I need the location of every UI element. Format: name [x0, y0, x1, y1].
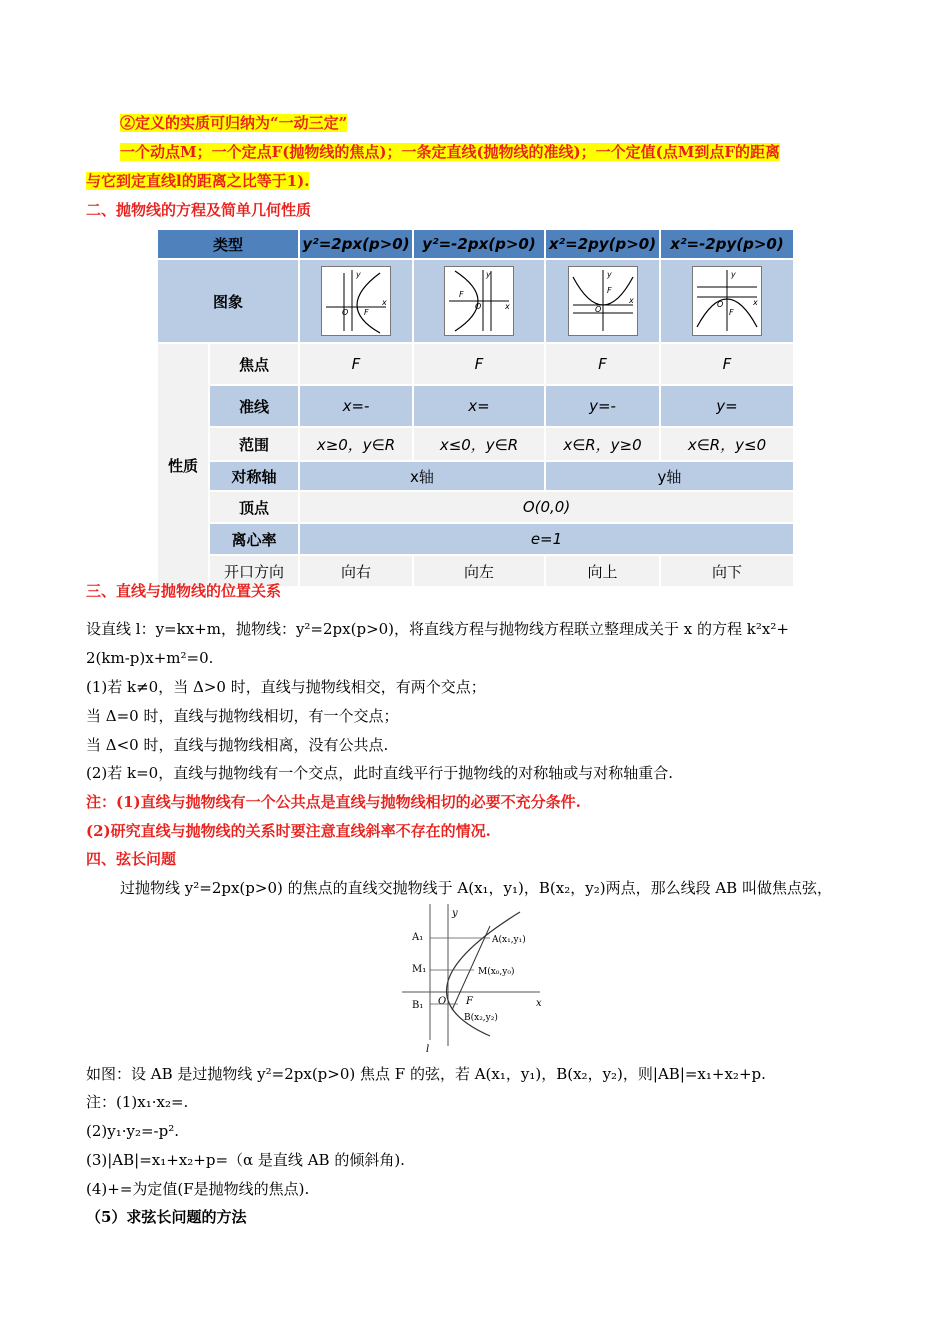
- case-1: (1)若 k≠0，当 Δ>0 时，直线与抛物线相交，有两个交点；: [86, 678, 486, 696]
- focus-label: 焦点: [209, 343, 299, 385]
- chord-note-2: (2)y₁·y₂=-p².: [86, 1122, 180, 1140]
- opening-value: 向左: [413, 555, 545, 587]
- svg-text:O: O: [717, 300, 724, 309]
- svg-text:x: x: [628, 296, 634, 305]
- image-label: 图象: [157, 259, 299, 343]
- type-up: x²=2py(p>0): [545, 229, 660, 259]
- svg-text:F: F: [466, 996, 473, 1007]
- svg-text:x: x: [753, 298, 758, 307]
- focal-chord-diagram: [400, 900, 550, 1052]
- eccentricity-value: e=1: [299, 523, 794, 555]
- focus-value: F: [660, 343, 794, 385]
- type-down: x²=-2py(p>0): [660, 229, 794, 259]
- parabola-up-graph: [568, 266, 638, 336]
- range-value: x≥0，y∈R: [299, 427, 413, 461]
- chord-note-4: (4)+=为定值(F是抛物线的焦点).: [86, 1180, 310, 1198]
- section-2-title: 二、抛物线的方程及简单几何性质: [86, 201, 312, 219]
- svg-text:F: F: [459, 290, 464, 299]
- section-3-title: 三、直线与抛物线的位置关系: [86, 582, 282, 600]
- note-2: (2)研究直线与抛物线的关系时要注意直线斜率不存在的情况.: [86, 822, 491, 840]
- directrix-value: y=-: [545, 385, 660, 427]
- range-value: x≤0，y∈R: [413, 427, 545, 461]
- parabola-properties-table: [156, 228, 795, 588]
- eccentricity-row: [157, 523, 794, 555]
- svg-text:A(x₁,y₁): A(x₁,y₁): [492, 935, 526, 945]
- eccentricity-label: 离心率: [209, 523, 299, 555]
- focus-value: F: [413, 343, 545, 385]
- directrix-value: y=: [660, 385, 794, 427]
- svg-text:l: l: [426, 1044, 430, 1052]
- parabola-down-graph: [692, 266, 762, 336]
- case-4: (2)若 k=0，直线与抛物线有一个交点，此时直线平行于抛物线的对称轴或与对称轴重合.: [86, 764, 673, 782]
- properties-label: 性质: [157, 343, 209, 587]
- graph-cell-left: [413, 259, 545, 343]
- axis-value-x: x轴: [299, 461, 545, 491]
- svg-text:y: y: [486, 270, 491, 279]
- section-4-title: 四、弦长问题: [86, 850, 177, 868]
- vertex-label: 顶点: [209, 491, 299, 523]
- directrix-label: 准线: [209, 385, 299, 427]
- svg-text:O: O: [594, 305, 601, 314]
- focal-chord-intro: 过抛物线 y²=2px(p>0) 的焦点的直线交抛物线于 A(x₁，y₁)，B(x₂，y₂)两点，那么线段 AB 叫做焦点弦，: [120, 879, 832, 897]
- range-value: x∈R，y≤0: [660, 427, 794, 461]
- svg-text:F: F: [729, 308, 734, 317]
- axis-value-y: y轴: [545, 461, 794, 491]
- svg-text:O: O: [438, 996, 447, 1007]
- image-row: [157, 259, 794, 343]
- range-value: x∈R，y≥0: [545, 427, 660, 461]
- type-right: y²=2px(p>0): [299, 229, 413, 259]
- chord-note-5: （5）求弦长问题的方法: [86, 1208, 247, 1226]
- graph-cell-up: [545, 259, 660, 343]
- svg-text:x: x: [382, 298, 387, 307]
- focus-value: F: [545, 343, 660, 385]
- vertex-value: O(0,0): [299, 491, 794, 523]
- definition-line-2: 与它到定直线l的距离之比等于1).: [86, 172, 310, 190]
- opening-value: 向下: [660, 555, 794, 587]
- note-1: 注：(1)直线与抛物线有一个公共点是直线与抛物线相切的必要不充分条件.: [86, 793, 581, 811]
- focal-chord-formula: 如图：设 AB 是过抛物线 y²=2px(p>0) 焦点 F 的弦，若 A(x₁，y₁)，B(x₂，y₂)，则|AB|=x₁+x₂+p.: [86, 1065, 766, 1083]
- section-3-paragraph-1a: 设直线 l：y=kx+m，抛物线：y²=2px(p>0)，将直线方程与抛物线方程联立整理成关于 x 的方程 k²x²+: [86, 620, 789, 638]
- svg-text:O: O: [475, 302, 482, 311]
- svg-text:y: y: [356, 270, 361, 279]
- directrix-value: x=-: [299, 385, 413, 427]
- definition-heading: ②定义的实质可归纳为“一动三定”: [120, 114, 348, 132]
- case-3: 当 Δ<0 时，直线与抛物线相离，没有公共点.: [86, 736, 389, 754]
- vertex-row: [157, 491, 794, 523]
- svg-text:O: O: [342, 308, 349, 317]
- svg-text:M₁: M₁: [412, 964, 427, 975]
- svg-text:y: y: [452, 908, 458, 919]
- directrix-row: [157, 385, 794, 427]
- type-header: 类型: [157, 229, 299, 259]
- focus-row: [157, 343, 794, 385]
- opening-label: 开口方向: [209, 555, 299, 587]
- svg-text:x: x: [536, 998, 542, 1009]
- svg-text:F: F: [364, 308, 369, 317]
- graph-cell-down: [660, 259, 794, 343]
- axis-label: 对称轴: [209, 461, 299, 491]
- svg-text:y: y: [606, 270, 612, 279]
- table-header-row: [157, 229, 794, 259]
- type-left: y²=-2px(p>0): [413, 229, 545, 259]
- opening-value: 向上: [545, 555, 660, 587]
- directrix-value: x=: [413, 385, 545, 427]
- svg-text:F: F: [606, 286, 612, 295]
- axis-row: [157, 461, 794, 491]
- parabola-left-graph: [444, 266, 514, 336]
- range-row: [157, 427, 794, 461]
- svg-text:x: x: [505, 302, 510, 311]
- case-2: 当 Δ=0 时，直线与抛物线相切，有一个交点；: [86, 707, 399, 725]
- definition-line-1: 一个动点M；一个定点F(抛物线的焦点)；一条定直线(抛物线的准线)；一个定值(点M到点F的距离: [120, 143, 780, 161]
- chord-note-3: (3)|AB|=x₁+x₂+p=（α 是直线 AB 的倾斜角).: [86, 1151, 405, 1169]
- range-label: 范围: [209, 427, 299, 461]
- svg-text:B₁: B₁: [412, 1000, 424, 1011]
- svg-text:B(x₂,y₂): B(x₂,y₂): [464, 1013, 498, 1023]
- svg-text:A₁: A₁: [412, 932, 424, 943]
- section-3-paragraph-1b: 2(km-p)x+m²=0.: [86, 649, 214, 667]
- opening-value: 向右: [299, 555, 413, 587]
- parabola-right-graph: [321, 266, 391, 336]
- chord-note-1: 注：(1)x₁·x₂=.: [86, 1093, 189, 1111]
- focus-value: F: [299, 343, 413, 385]
- svg-text:y: y: [731, 270, 736, 279]
- svg-text:M(x₀,y₀): M(x₀,y₀): [478, 967, 515, 977]
- graph-cell-right: [299, 259, 413, 343]
